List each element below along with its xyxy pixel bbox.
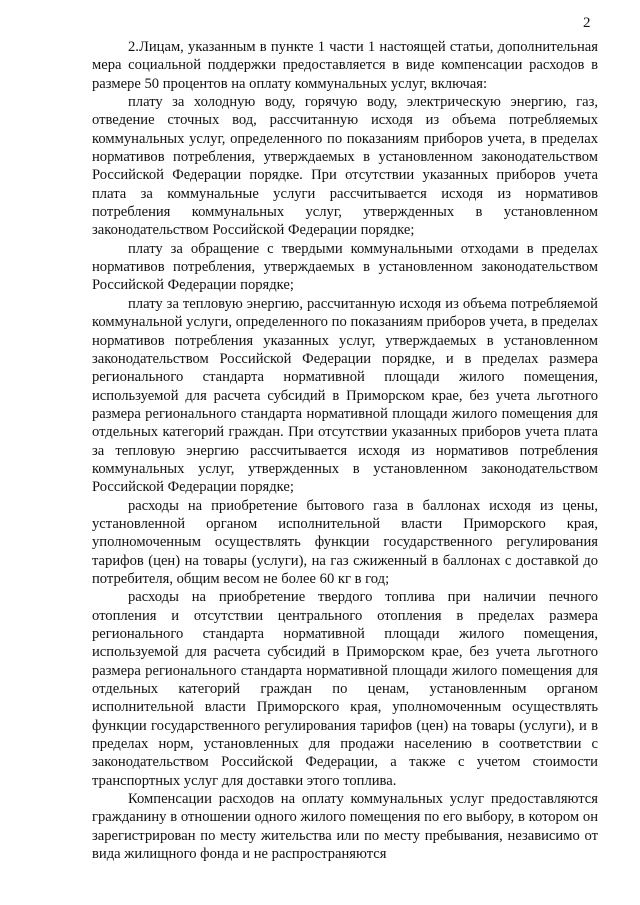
paragraph-heat-energy: плату за тепловую энергию, рассчитанную исходя из объема потребляемой коммунальной услуги, определенного по показаниям приборов учета, в пределах нормативов потребления указанных услуг, утверждаемых в установленном законодательством Российской Федерации порядке, и в пределах размера регионального стандарта нормативной площади жилого помещения, используемой для расчета субсидий в Приморском крае, без учета льготного размера регионального стандарта нормативной площади жилого помещения для отдельных категорий граждан. При отсутствии указанных приборов учета плата за тепловую энергию рассчитывается исходя из нормативов потребления коммунальных услуг, утвержденных в установленном законодательством Российской Федерации порядке;: [92, 295, 598, 496]
document-body: [92, 38, 598, 863]
page-number: 2: [583, 15, 591, 31]
paragraph-single-dwelling: Компенсации расходов на оплату коммунальных услуг предоставляются гражданину в отношении одного жилого помещения по его выбору, в котором он зарегистрирован по месту жительства или по месту пребывания, независимо от вида жилищного фонда и не распространяются: [92, 791, 598, 863]
paragraph-compensation-intro: 2.Лицам, указанным в пункте 1 части 1 настоящей статьи, дополнительная мера социальной поддержки предоставляется в виде компенсации расходов в размере 50 процентов на оплату коммунальных услуг, включая:: [92, 39, 598, 92]
paragraph-solid-waste: плату за обращение с твердыми коммунальными отходами в пределах нормативов потребления, утверждаемых в установленном законодательством Российской Федерации порядке;: [92, 240, 598, 294]
paragraph-water-gas-electricity: плату за холодную воду, горячую воду, электрическую энергию, газ, отведение сточных вод, рассчитанную исходя из объема потребляемых коммунальных услуг, определенного по показаниям приборов учета, в пределах нормативов потребления, утверждаемых в установленном законодательством Российской Федерации порядке. При отсутствии указанных приборов учета плата за коммунальные услуги рассчитывается исходя из нормативов потребления коммунальных услуг, утвержденных в установленном законодательством Российской Федерации порядке;: [92, 94, 598, 239]
paragraph-bottled-gas: расходы на приобретение бытового газа в баллонах исходя из цены, установленной органом исполнительной власти Приморского края, уполномоченным осуществлять функции государственного регулирования тарифов (цен) на товары (услуги), на газ сжиженный в баллонах с доставкой до потребителя, общим весом не более 60 кг в год;: [92, 497, 598, 587]
paragraph-solid-fuel: расходы на приобретение твердого топлива при наличии печного отопления и отсутствии центрального отопления в пределах размера регионального стандарта нормативной площади жилого помещения, используемой для расчета субсидий в Приморском крае, без учета льготного размера регионального стандарта нормативной площади жилого помещения для отдельных категорий граждан по ценам, установленным органом исполнительной власти Приморского края, уполномоченным осуществлять функции государственного регулирования тарифов (цен) на товары (услуги), и в пределах норм, установленных для продажи населению в соответствии с законодательством Российской Федерации, а также с учетом стоимости транспортных услуг для доставки этого топлива.: [92, 589, 598, 789]
